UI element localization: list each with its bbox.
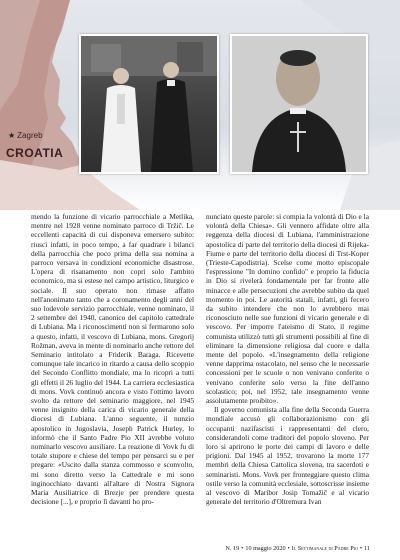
paragraph: Il governo comunista alla fine della Seconda Guerra mondiale accusò gli collaborazionismo con gli occupanti nazifascisti i rappresentanti del clero, considerandoli come traditori del popolo sloveno. Per loro si aprirono le porte dei campi di lavoro e delle prigioni. Dal 1945 al 1952, trovarono la morte 177 membri della Chiesa Cattolica slovena, tra sacerdoti e seminaristi. Mons. Vovk per fronteggiare questo clima ostile verso la comunità ecclesiale, sottoscrisse insieme al vescovo di Maribor Josip Tomažič e al vicario generale del territorio d'Oltremura Ivan — [206, 405, 369, 507]
capital-star-icon: ★ — [8, 131, 16, 140]
column-right — [206, 212, 369, 537]
article-body — [31, 212, 369, 537]
portrait-illustration — [232, 36, 366, 172]
photo-pope-and-bishop — [79, 34, 219, 174]
separator-bullet: • — [241, 545, 244, 552]
map-label-zagreb: ★ Zagreb — [8, 131, 43, 140]
paragraph: mendo la funzione di vicario parrocchiale a Metlika, mentre nel 1928 venne nominato parroco di Tržič. Le eccellenti capacità di cui disponeva emersero subito: riusci infatti, in poco tempo, a far quadrare i bilanci della parrocchia che poco prima della sua nomina a parroco versava in condizioni economiche disastrose. L'opera di risanamento non copri solo l'ambito economico, ma si estese nel campo artistico, liturgico e sociale. Il suo operato non rimase affatto nell'anonimato tanto che a coronamento degli anni del suo lodevole servizio parrocchiale, venne nominato, il 2 settembre del 1940, canonico del capitolo cattedrale di Lubiana. Ma i riconoscimenti non si fermarono solo a questo, infatti, il vescovo di Lubiana, mons. Gregorij Rožman, aveva in mente di nominarlo anche rettore del Seminario intitolato a Friderik Baraga. Ricevette comunque tale incarico in ritardo a causa dello scoppio del Secondo Conflitto mondiale, ma lo ricopri a tutti gli effetti il 26 luglio del 1944. La carriera ecclesiastica di mons. Vovk continuò ancora e visto l'ottimo lavoro svolto da rettore del seminario maggiore, nel 1945 venne insignito della carica di vicario generale della diocesi di Lubiana. L'anno seguente, il nunzio apostolico in Jugoslavia, Joseph Patrick Hurley, lo informò che il Santo Padre Pio XII avrebbe voluto nominarlo vescovo ausiliare. La reazione di Vovk fu di totale stupore e chiese del tempo per pensarci su e per pregare: «Uscito dalla stanza commosso e sconvolto, mi sono diretto verso la Cattedrale e mi sono inginocchiato davanti all'altare di Nostra Signora Maria Ausiliatrice di Brezje per prendere questa decisione [...], e proprio lì davanti ho pro- — [31, 212, 194, 507]
page-number: 11 — [364, 545, 370, 552]
paragraph: nunciato queste parole: si compia la volontà di Dio e la volontà della Chiesa». Gli vennero affidate oltre alla reggenza della diocesi di Lubiana, l'amministrazione apostolica di parte del territorio della diocesi di Rijeka-Fiume e parte del territorio della diocesi di Trst-Koper (Trieste-Capodistria). Scelse come motto episcopale l'espressione "In domino confido" e proprio la fiducia in Dio si rivelerà fondamentale per far fronte alle minacce e alle persecuzioni che avrebbe subito da quel momento in poi. Le autorità statali, infatti, gli fecero da subito intendere che non lo avrebbero mai riconosciuto nelle sue funzioni di vicario generale e di vescovo. Per imporre l'ateismo di Stato, il regime comunista utilizzò tutti gli strumenti possibili al fine di eliminare la dimensione religiosa dal cuore e dalla mente del popolo. «L'insegnamento della religione venne dapprima ostacolato, nel senso che le necessarie concessioni per le scuole o non venivano conferite o venivano conferite solo verso la fine dell'anno scolastico; poi, nel 1952, tale insegnamento venne assolutamente proibito». — [206, 212, 369, 406]
publication-name: Il Settimanale di Padre Pio — [291, 545, 358, 552]
photo-figures-illustration — [81, 36, 217, 172]
separator-bullet: • — [359, 545, 363, 552]
map-label-country: CROATIA — [6, 146, 64, 160]
page-footer — [225, 545, 370, 552]
separator-bullet: • — [287, 545, 290, 552]
map-background — [0, 0, 400, 210]
photo-bishop-portrait — [230, 34, 368, 174]
issue-date: 10 maggio 2020 — [245, 545, 286, 552]
column-left — [31, 212, 194, 537]
issue-number: N. 19 — [225, 545, 240, 552]
